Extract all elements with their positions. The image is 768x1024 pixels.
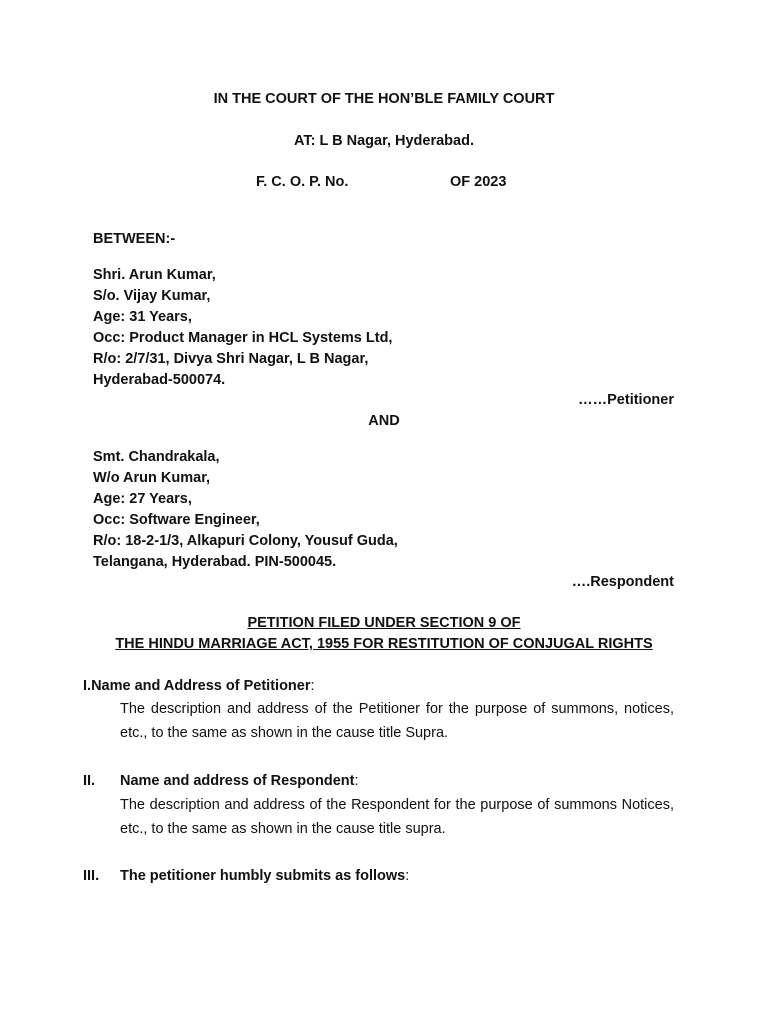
- respondent-city: Telangana, Hyderabad. PIN-500045.: [93, 554, 337, 570]
- petitioner-role: ……Petitioner: [578, 392, 674, 408]
- petitioner-father: S/o. Vijay Kumar,: [93, 288, 211, 304]
- respondent-address: R/o: 18-2-1/3, Alkapuri Colony, Yousuf Guda,: [93, 533, 398, 549]
- between-label: BETWEEN:-: [93, 231, 176, 247]
- respondent-age: Age: 27 Years,: [93, 491, 192, 507]
- section-2-body: The description and address of the Respondent for the purpose of summons Notices, etc., to the same as shown in the cause title supra.: [120, 797, 674, 837]
- section-1-body: The description and address of the Petitioner for the purpose of summons, notices, etc., to the same as shown in the cause title Supra.: [120, 701, 674, 741]
- section-3-number: III.: [83, 868, 100, 884]
- court-title: IN THE COURT OF THE HON’BLE FAMILY COURT: [213, 91, 555, 107]
- court-location: AT: L B Nagar, Hyderabad.: [294, 133, 474, 149]
- section-2-title: Name and address of Respondent: [120, 773, 355, 789]
- petitioner-name: Shri. Arun Kumar,: [93, 267, 216, 283]
- petitioner-city: Hyderabad-500074.: [93, 372, 226, 388]
- section-3-title: The petitioner humbly submits as follows: [120, 868, 406, 884]
- case-year: OF 2023: [450, 174, 507, 190]
- respondent-name: Smt. Chandrakala,: [93, 449, 220, 465]
- respondent-role: ….Respondent: [571, 574, 674, 590]
- section-1-title: Name and Address of Petitioner: [91, 678, 311, 694]
- petitioner-occupation: Occ: Product Manager in HCL Systems Ltd,: [93, 330, 393, 346]
- respondent-occupation: Occ: Software Engineer,: [93, 512, 260, 528]
- case-number-label: F. C. O. P. No.: [256, 174, 349, 190]
- section-2-number: II.: [83, 773, 96, 789]
- section-1-heading: I.Name and Address of Petitioner:: [83, 678, 315, 694]
- petitioner-age: Age: 31 Years,: [93, 309, 192, 325]
- petitioner-address: R/o: 2/7/31, Divya Shri Nagar, L B Nagar,: [93, 351, 369, 367]
- section-1-number: I.: [83, 678, 92, 694]
- section-3-heading: The petitioner humbly submits as follows:: [120, 868, 410, 884]
- and-separator: AND: [368, 413, 400, 429]
- respondent-spouse: W/o Arun Kumar,: [93, 470, 211, 486]
- section-2-heading: Name and address of Respondent:: [120, 773, 359, 789]
- petition-title-line-1: PETITION FILED UNDER SECTION 9 OF: [247, 615, 521, 631]
- petition-title-line-2: THE HINDU MARRIAGE ACT, 1955 FOR RESTITUTION OF CONJUGAL RIGHTS: [115, 636, 653, 652]
